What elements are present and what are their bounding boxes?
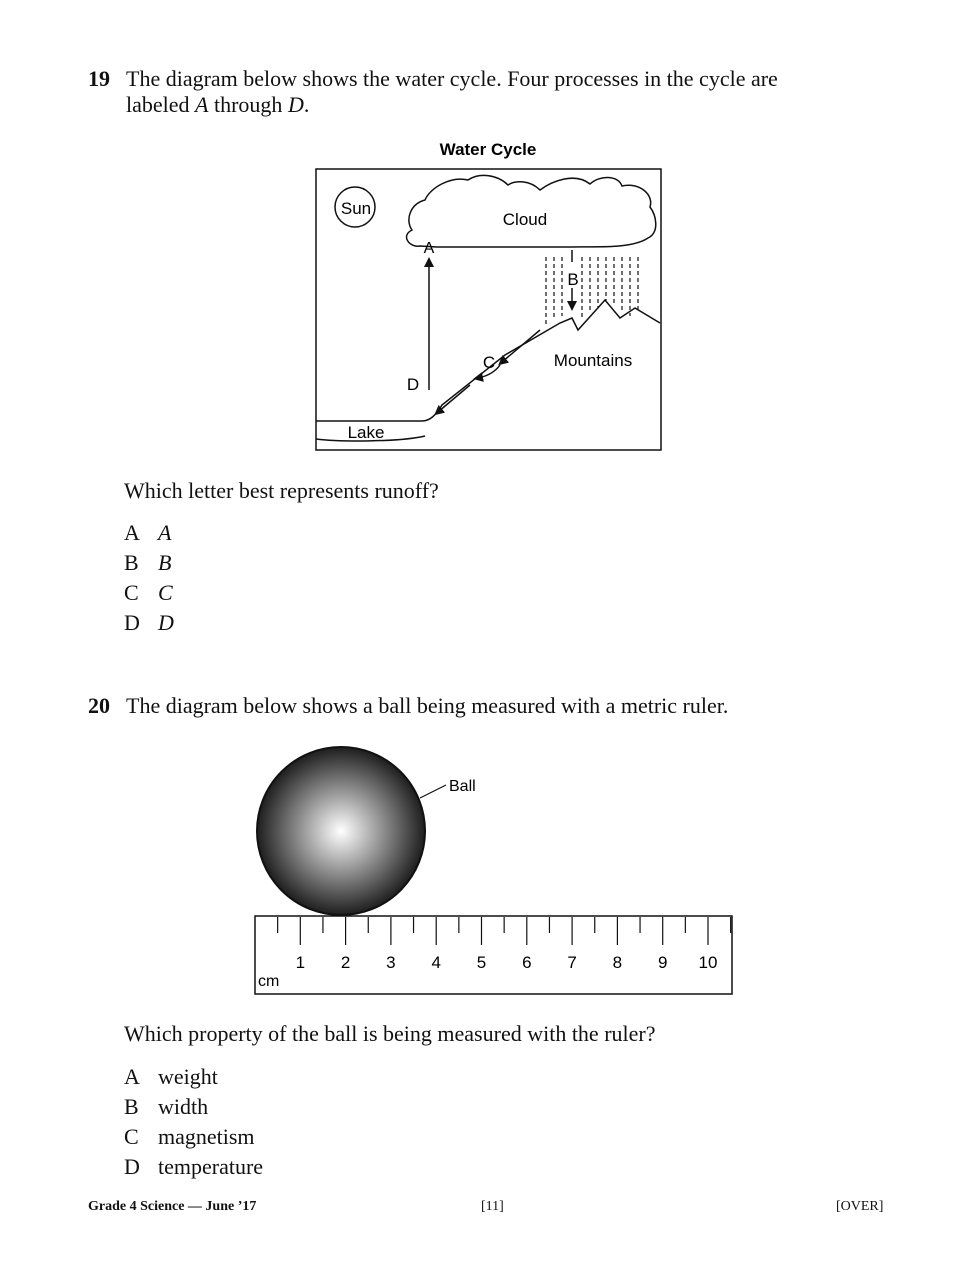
ruler-tick-label: 7 xyxy=(567,953,577,972)
process-label-b: B xyxy=(567,270,579,289)
ruler-tick-label: 1 xyxy=(295,953,306,972)
diagram-title: Water Cycle xyxy=(439,140,537,159)
ruler-tick-label: 8 xyxy=(612,953,623,972)
water-cycle-diagram xyxy=(300,132,680,457)
choice-letter: B xyxy=(124,550,139,575)
question-19-prompt: Which letter best represents runoff? xyxy=(124,478,439,503)
question-19-number: 19 xyxy=(88,66,110,91)
ruler-unit-label: cm xyxy=(258,973,280,990)
cloud-label: Cloud xyxy=(502,210,548,229)
choice-d[interactable] xyxy=(124,1154,263,1184)
ball-label: Ball xyxy=(449,778,476,795)
choice-b[interactable] xyxy=(124,1094,263,1124)
ball-leader-line xyxy=(420,785,446,798)
ruler-tick-label: 9 xyxy=(657,953,668,972)
ruler-tick-label: 4 xyxy=(431,953,441,972)
choice-a[interactable] xyxy=(124,520,174,550)
ruler-tick-label: 10 xyxy=(698,953,718,972)
question-19-text xyxy=(126,66,906,118)
ball-ruler-diagram xyxy=(240,735,750,1005)
text-fragment-a: A xyxy=(195,92,209,117)
question-20-prompt: Which property of the ball is being measured with the ruler? xyxy=(124,1021,656,1046)
question-19-text-line1: The diagram below shows the water cycle. Four processes in the cycle are xyxy=(126,66,778,91)
question-19-text-line2 xyxy=(126,92,906,118)
choice-text: C xyxy=(158,580,173,605)
choice-letter: A xyxy=(124,520,140,545)
choice-letter: D xyxy=(124,1154,140,1179)
text-fragment: . xyxy=(303,92,310,117)
choice-c[interactable] xyxy=(124,1124,263,1154)
text-fragment: labeled xyxy=(126,92,196,117)
choice-letter: C xyxy=(124,1124,139,1149)
question-20-text: The diagram below shows a ball being measured with a metric ruler. xyxy=(126,693,729,718)
choice-text: width xyxy=(158,1094,209,1119)
choice-a[interactable] xyxy=(124,1064,263,1094)
process-label-c: C xyxy=(482,353,496,372)
choice-letter: C xyxy=(124,580,139,605)
question-19-choices xyxy=(124,520,174,640)
choice-letter: B xyxy=(124,1094,139,1119)
mountains-label: Mountains xyxy=(553,351,633,370)
choice-text: magnetism xyxy=(158,1124,255,1149)
text-fragment: through xyxy=(208,92,288,117)
runoff-arrow-upper xyxy=(502,330,540,362)
choice-letter: D xyxy=(124,610,140,635)
choice-text: B xyxy=(158,550,172,575)
choice-text: D xyxy=(158,610,174,635)
footer-right: [OVER] xyxy=(836,1199,884,1214)
choice-text: A xyxy=(158,520,172,545)
ball-icon xyxy=(257,747,425,915)
question-20-number: 20 xyxy=(88,693,110,718)
choice-b[interactable] xyxy=(124,550,174,580)
ruler-tick-label: 3 xyxy=(386,953,396,972)
text-fragment-d: D xyxy=(287,92,304,117)
ruler-tick-label: 5 xyxy=(476,953,487,972)
question-20-choices xyxy=(124,1064,263,1184)
choice-letter: A xyxy=(124,1064,140,1089)
choice-d[interactable] xyxy=(124,610,174,640)
footer-page-number: [11] xyxy=(481,1199,504,1214)
process-label-d: D xyxy=(406,375,420,394)
sun-label: Sun xyxy=(340,199,372,218)
lake-label: Lake xyxy=(347,423,385,442)
choice-c[interactable] xyxy=(124,580,174,610)
ruler-tick-label: 6 xyxy=(522,953,532,972)
process-label-a: A xyxy=(423,240,435,257)
choice-text: temperature xyxy=(158,1154,264,1179)
choice-text: weight xyxy=(158,1064,218,1089)
ruler-tick-label: 2 xyxy=(340,953,351,972)
footer-left: Grade 4 Science — June ’17 xyxy=(88,1199,257,1214)
runoff-arrow-lower xyxy=(438,385,470,412)
